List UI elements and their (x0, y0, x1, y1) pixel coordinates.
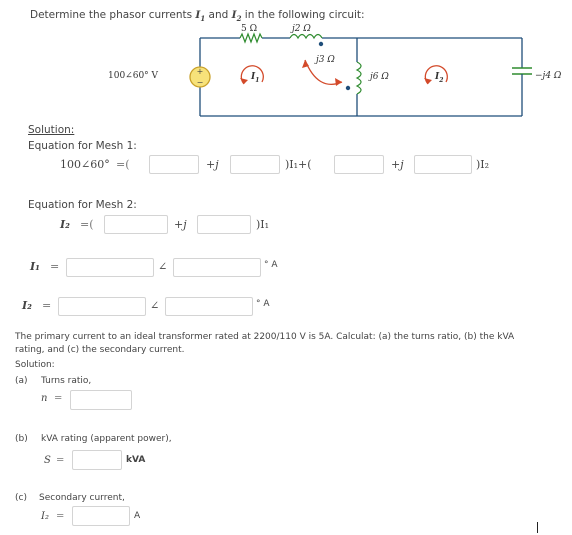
prompt-text-and: and (205, 9, 232, 21)
dot-j2 (319, 42, 323, 46)
mesh1-eq: =( (116, 158, 130, 171)
i1-angle-symbol: ∠ (158, 260, 168, 273)
secondary-current-input[interactable] (72, 506, 130, 526)
i2-magnitude-input[interactable] (58, 297, 146, 316)
question-2-prompt: The primary current to an ideal transformer rated at 2200/110 V is 5A. Calculat: (a) the turns ratio, (b) the kVA rating, and (c) the secondary current. (15, 332, 515, 355)
i2-equals: = (42, 299, 52, 312)
i2-answer-label: I₂ (22, 299, 32, 312)
prompt-text-post: in the following circuit: (241, 9, 365, 21)
i2-symbol: $I_2$ (231, 9, 242, 24)
s-equals: = (56, 455, 65, 466)
svg-text:−: − (196, 78, 204, 87)
mesh1-imag-1-input[interactable] (230, 155, 280, 174)
i2-unit: ° A (256, 299, 270, 309)
q2-part-a-label: (a) (15, 376, 28, 386)
mesh2-lhs: I₂ (60, 218, 70, 231)
label-j6: j6 Ω (370, 72, 389, 82)
inductor-j2 (290, 35, 322, 39)
i1-symbol: $I_1$ (195, 9, 206, 24)
svg-text:+: + (196, 67, 204, 76)
text-cursor (537, 522, 538, 533)
kva-input[interactable] (72, 450, 122, 470)
label-r5: 5 Ω (241, 24, 258, 34)
mesh1-mid: )I₁+( (285, 158, 312, 171)
q2-solution-label: Solution: (15, 360, 55, 370)
q2-part-b-label: (b) (15, 434, 28, 444)
i1-answer-label: I₁ (30, 260, 40, 273)
secondary-current-unit: A (134, 511, 141, 521)
i1-angle-input[interactable] (173, 258, 261, 277)
label-mesh1: $I_1$ (251, 72, 260, 84)
n-equals: = (54, 393, 63, 404)
mesh1-plus-j-2: +j (391, 158, 404, 171)
mesh2-end: )I₁ (256, 218, 270, 231)
circuit-diagram (0, 22, 572, 142)
label-mesh2: $I_2$ (435, 72, 444, 84)
mesh2-eq: =( (80, 218, 94, 231)
label-j3: j3 Ω (316, 55, 335, 65)
mesh2-plus-j: +j (174, 218, 187, 231)
mesh1-imag-2-input[interactable] (414, 155, 472, 174)
i1-equals: = (50, 260, 60, 273)
label-j2: j2 Ω (292, 24, 311, 34)
label-source: 100∠60° V (108, 71, 159, 81)
mesh2-imag-input[interactable] (197, 215, 251, 234)
mesh1-heading: Equation for Mesh 1: (28, 140, 137, 152)
q2-part-c-label: (c) (15, 493, 27, 503)
s-label: S (44, 455, 51, 466)
solution-label: Solution: (28, 124, 75, 136)
i1-unit: ° A (264, 260, 278, 270)
inductor-j3 (357, 62, 361, 94)
kva-unit: kVA (126, 455, 146, 465)
mesh2-real-input[interactable] (104, 215, 168, 234)
label-neg-j4: −j4 Ω (535, 71, 562, 81)
capacitor-neg-j4 (512, 68, 532, 74)
voltage-source (190, 67, 210, 87)
mesh2-heading: Equation for Mesh 2: (28, 199, 137, 211)
prompt-text-pre: Determine the phasor currents (30, 9, 196, 21)
i1-magnitude-input[interactable] (66, 258, 154, 277)
mesh1-lhs: 100∠60° (60, 158, 110, 171)
q2-part-c-text: Secondary current, (39, 493, 125, 503)
mesh1-plus-j-1: +j (206, 158, 219, 171)
mesh1-end: )I₂ (476, 158, 490, 171)
turns-ratio-input[interactable] (70, 390, 132, 410)
mesh1-real-1-input[interactable] (149, 155, 199, 174)
question-1-prompt (30, 9, 365, 23)
i2-angle-symbol: ∠ (150, 299, 160, 312)
mesh1-real-2-input[interactable] (334, 155, 384, 174)
dot-j3 (346, 86, 350, 90)
secondary-i2-label: I₂ (41, 511, 49, 522)
n-label: n (41, 393, 48, 404)
resistor-5 (240, 34, 262, 42)
i2-angle-input[interactable] (165, 297, 253, 316)
q2-part-a-text: Turns ratio, (41, 376, 92, 386)
secondary-i2-equals: = (56, 511, 65, 522)
q2-part-b-text: kVA rating (apparent power), (41, 434, 172, 444)
